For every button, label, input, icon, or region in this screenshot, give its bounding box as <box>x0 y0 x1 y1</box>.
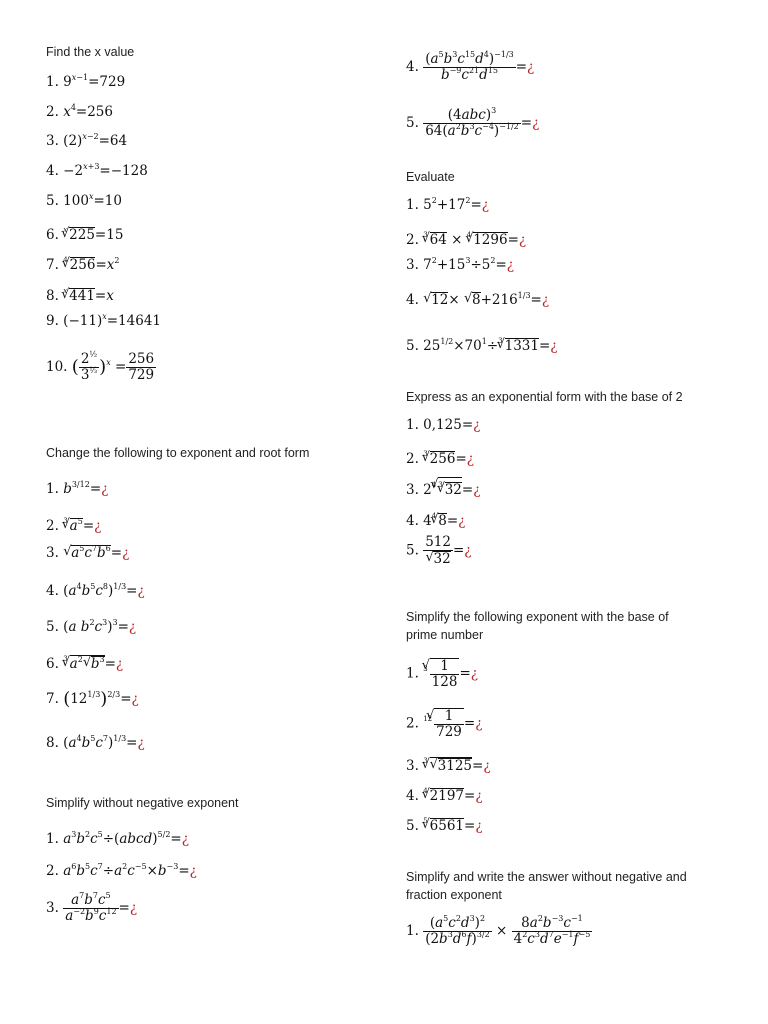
find-x-4: 4. $-2^{x+3}=-128$ <box>46 162 148 179</box>
express-3: 3. $2^4√$ $^3$√ 32=¿ <box>406 476 480 499</box>
prime-3: 3. $^3$√ √ 3125=¿ <box>406 752 491 775</box>
find-x-8: 8. $^x$√ 441=x <box>46 282 114 305</box>
prime-1: 1. $^3$ √ $\frac{1}{128}$ =¿ <box>406 658 478 690</box>
find-x-2: 2. $x^4=256$ <box>46 103 113 120</box>
section-express-base2: Express as an exponential form with the base of 2 <box>406 390 683 404</box>
change-1: 1. $b^{3/12}=¿$ <box>46 480 109 497</box>
change-4: 4. $(a^4b^5c^8)^{1/3}=¿$ <box>46 582 145 599</box>
find-x-5: 5. $100^x=10$ <box>46 192 122 209</box>
prime-4: 4. $^4$√ 2197=¿ <box>406 782 483 805</box>
section-simplify-write: Simplify and write the answer without negative and fraction exponent <box>406 870 687 902</box>
evaluate-4: 4. √ 12× √ $8+216^{1/3}=¿$ <box>406 291 549 309</box>
express-1: 1. 0,125=¿ <box>406 417 481 433</box>
simplify-neg-4: 4. $\frac{(a^5b^3c^{15}d^4)^{-1/3}}{b^{-9}c^{21}d^{15}}$ =¿ <box>406 50 535 83</box>
evaluate-1: 1. $5^2+17^2=¿$ <box>406 196 490 213</box>
change-3: 3. √ $a^5c^7b^6=¿$ <box>46 544 129 562</box>
find-x-3: 3. $(2)^{x-2}=64$ <box>46 132 128 149</box>
find-x-1: 1. $9^{x-1}=729$ <box>46 73 126 90</box>
simplify-write-1: 1. $\frac{(a^5c^2d^3)^2}{(2b^3d^6f)^{3/2}}$ × $\frac{8a^2b^{-3}c^{-1}}{4^2c^3d^7e^{-1}f^{-5}}$ <box>406 914 591 947</box>
simplify-neg-2: 2. $a^6b^5c^7\div a^2c^{-5}\times b^{-3}=¿$ <box>46 862 197 879</box>
simplify-neg-5: 5. $\frac{(4abc)^3}{64(a^2b^3c^{-4})^{-1/2}}$ =¿ <box>406 106 540 139</box>
section-find-x: Find the x value <box>46 45 135 59</box>
find-x-9: 9. $(-11)^x=14641$ <box>46 312 161 329</box>
section-evaluate: Evaluate <box>406 170 455 184</box>
change-7: 7. $(12^{1/3})^{2/3}=¿$ <box>46 688 139 710</box>
section-simplify-neg: Simplify without negative exponent <box>46 796 239 810</box>
change-6: 6. $^3$√ $a^2√$ $b^3=¿$ <box>46 650 123 673</box>
change-5: 5. (a $b^2c^3)^3=¿$ <box>46 618 137 635</box>
find-x-7: 7. $^4$√ $256=x^2$ <box>46 251 119 274</box>
evaluate-3: 3. $7^2+15^3\div 5^2=¿$ <box>406 256 515 273</box>
prime-2: 2. $^{12}$ √ $\frac{1}{729}$ =¿ <box>406 708 482 740</box>
evaluate-2: 2. $^3$√ 64 × $^4$√ 1296=¿ <box>406 226 526 249</box>
section-change-form: Change the following to exponent and root form <box>46 446 310 460</box>
simplify-neg-3: 3. $\frac{a^7b^7c^5}{a^{-2}b^9c^{12}}$ =¿ <box>46 891 138 924</box>
evaluate-5: 5. $25^{1/2}\times 70^1\div^3√$ 1331=¿ <box>406 332 558 355</box>
find-x-10: 10. ( $\frac{2^{\frac{1}{2}}}{3^{\frac{1}{3}}}$ )$^x$ = $\frac{256}{729}$ <box>46 350 155 383</box>
find-x-6: 6. $^x$√ 225=15 <box>46 221 123 244</box>
express-2: 2. $^3$√ 256=¿ <box>406 445 474 468</box>
change-2: 2. $^3$√ $a^5=¿$ <box>46 512 101 535</box>
change-8: 8. $(a^4b^5c^7)^{1/3}=¿$ <box>46 734 145 751</box>
prime-5: 5. $^5$√ 6561=¿ <box>406 812 483 835</box>
express-5: 5. 512 √ 32 =¿ <box>406 535 472 567</box>
simplify-neg-1: 1. $a^3b^2c^5\div(abcd)^{5/2}=¿$ <box>46 830 189 847</box>
section-simplify-prime: Simplify the following exponent with the base of prime number <box>406 610 669 642</box>
express-4: 4. $4^4√$ 8=¿ <box>406 507 465 530</box>
